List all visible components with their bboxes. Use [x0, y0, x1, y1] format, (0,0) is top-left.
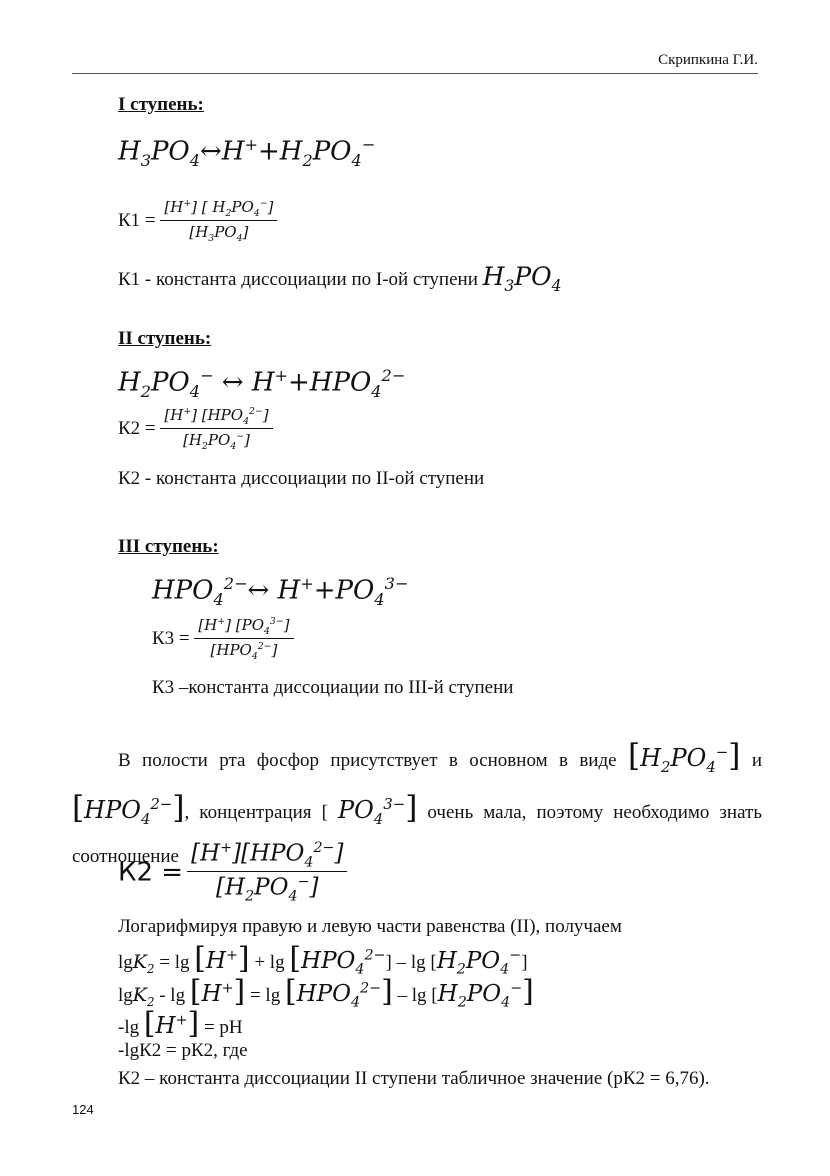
- step3-k-formula: [152, 616, 294, 662]
- paragraph-part1: В полости рта фосфор присутствует в основном в виде: [118, 750, 617, 771]
- derivation-line5: -lgК2 = рК2, где: [118, 1040, 248, 1061]
- header-rule: [72, 73, 758, 74]
- step1-k-label: К1 =: [118, 210, 156, 231]
- paragraph-part4: очень мала, поэтому необходимо знать соотношение: [72, 801, 763, 867]
- step3-k-label: К3 =: [152, 628, 190, 649]
- derivation-line6: К2 – константа диссоциации II ступени табличное значение (рК2 = 6,76).: [118, 1068, 710, 1089]
- step1-equation: $H_3PO_4\leftrightarrow H^++H_2PO_4^-$: [118, 135, 376, 170]
- step1-heading: I ступень:: [118, 94, 204, 115]
- paragraph-part3: , концентрация [: [184, 801, 328, 823]
- step2-k-label: К2 =: [118, 418, 156, 439]
- big-k2-formula: [118, 840, 347, 905]
- step1-k-fraction: $\frac{[H^+] [ H_2PO_4^-]}{[H_3PO_4]}$: [160, 198, 277, 244]
- page-number: 124: [72, 1102, 94, 1117]
- step2-equation: $H_2PO_4^-$ ↔ $H^++HPO_4^{2-}$: [118, 366, 406, 401]
- derivation-line3: -lg [H+] = pH: [118, 1006, 243, 1041]
- running-header-author: Скрипкина Г.И.: [658, 52, 758, 68]
- step1-k-formula: [118, 198, 277, 244]
- step3-description: К3 –константа диссоциации по III-й ступени: [152, 677, 514, 698]
- step2-k-fraction: $\frac{[H^+] [HPO_4^{2-}]}{[H_2PO_4^-]}$: [160, 406, 272, 452]
- big-k2-label: К2 =: [118, 857, 184, 888]
- paragraph-part2: и: [751, 750, 762, 771]
- step2-heading: II ступень:: [118, 328, 212, 349]
- step3-k-fraction: $\frac{[H^+] [PO_4^{3-}]}{[HPO_4^{2-}]}$: [194, 616, 293, 662]
- step2-description: К2 - константа диссоциации по II-ой ступени: [118, 468, 485, 489]
- derivation-line2: $\lg K_2 - \lg [H^+] = \lg [HPO_4^{2-}] - \lg [H_2PO_4^-]$: [118, 974, 534, 1011]
- step2-k-formula: [118, 406, 273, 452]
- paragraph: В полости рта фосфор присутствует в основном в виде $[H_2PO_4^-]$ и $[HPO_4^{2-}]$, концентрация [ $PO_4^{3-}$] очень мала, поэтому необходимо знать соотношение: [72, 738, 763, 867]
- derivation-line1: $\lg K_2 = \lg [H^+] + \lg [HPO_4^{2-}] - \lg [H_2PO_4^-]$: [118, 941, 528, 978]
- step1-desc-line: К1 - константа диссоциации по I-ой ступени $H_3PO_4$: [118, 262, 562, 295]
- step3-heading: III ступень:: [118, 536, 219, 557]
- derivation-intro: Логарифмируя правую и левую части равенства (II), получаем: [118, 916, 622, 937]
- step3-equation: $HPO_4^{2-}\leftrightarrow$ $H^++PO_4^{3-}$: [152, 574, 409, 609]
- big-k2-fraction: $\frac{[H^+][HPO_4^{2-}]}{[H_2PO_4^-]}$: [187, 840, 347, 905]
- step1-description: К1 - константа диссоциации по I-ой ступени: [118, 269, 478, 290]
